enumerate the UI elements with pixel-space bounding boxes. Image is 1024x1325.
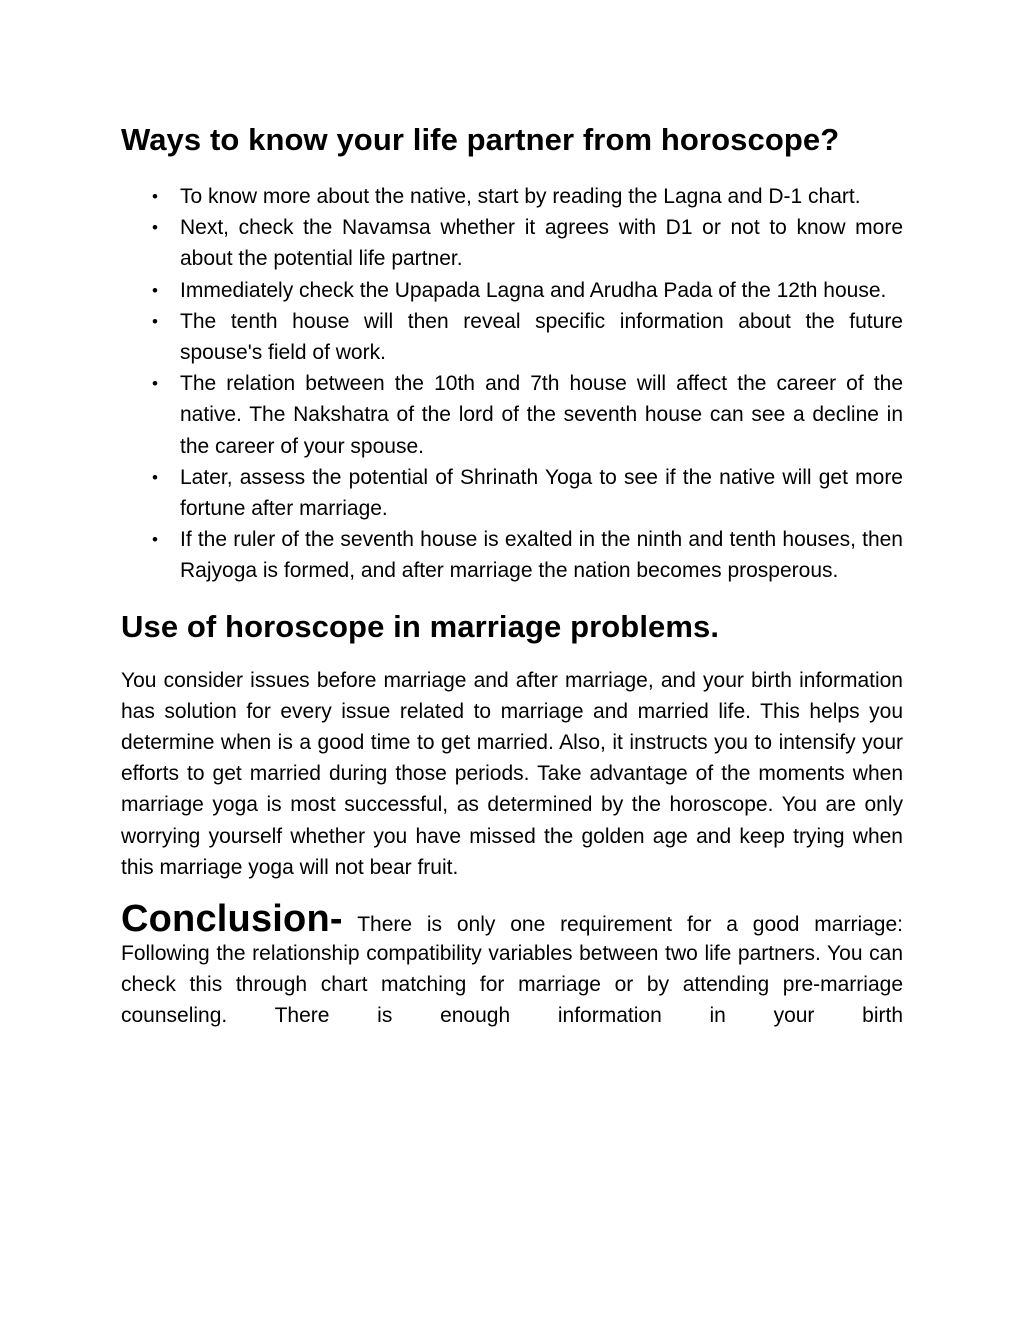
list-item [121,462,903,524]
list-item [121,306,903,368]
document-page [121,118,903,1032]
list-item-text: Later, assess the potential of Shrinath Yoga to see if the native will get more fortune after marriage. [180,465,903,521]
list-item [121,212,903,274]
marriage-problems-paragraph: You consider issues before marriage and after marriage, and your birth information has solution for every issue related to marriage and married life. This helps you determine when is a good time to get married. Also, it instructs you to intensify your efforts to get married during those periods. Take advantage of the moments when marriage yoga is most successful, as determined by the horoscope. You are only worrying yourself whether you have missed the golden age and keep trying when this marriage yoga will not bear fruit. [121,668,903,879]
list-item-text: If the ruler of the seventh house is exalted in the ninth and tenth houses, then Rajyoga is formed, and after marriage the nation becomes prosperous. [180,528,903,583]
section-title-life-partner: Ways to know your life partner from horoscope? [121,122,840,157]
list-item [121,181,903,212]
conclusion-first-line [121,898,903,941]
conclusion-paragraph: Following the relationship compatibility variables between two life partners. You can check this through chart matching for marriage or by attending pre-marriage counseling. There is enough information in your birth [121,942,903,1028]
list-item-text: To know more about the native, start by reading the Lagna and D-1 chart. [180,185,861,208]
bullet-icon: • [152,187,158,206]
section-title-marriage-problems: Use of horoscope in marriage problems. [121,608,720,644]
conclusion-block [121,900,903,1032]
list-item-text: Immediately check the Upapada Lagna and Arudha Pada of the 12th house. [180,278,887,302]
list-item-text: The tenth house will then reveal specific information about the future spouse's field of work. [180,309,903,365]
conclusion-heading: Conclusion- [121,898,343,941]
bullet-list [121,181,903,587]
bullet-icon: • [152,374,158,394]
list-item [121,524,903,586]
bullet-icon: • [152,467,158,487]
list-item-text: The relation between the 10th and 7th house will affect the career of the native. The Nakshatra of the lord of the seventh house can see a decline in the career of your spouse. [180,372,903,458]
list-item-text: Next, check the Navamsa whether it agrees with D1 or not to know more about the potential life partner. [180,216,903,271]
bullet-icon: • [152,280,158,300]
list-item [121,275,903,306]
list-item [121,368,903,462]
bullet-icon: • [152,311,158,331]
bullet-icon: • [152,218,158,238]
conclusion-first-line-text: There is only one requirement for a good marriage: [357,913,903,937]
bullet-icon: • [152,530,158,550]
